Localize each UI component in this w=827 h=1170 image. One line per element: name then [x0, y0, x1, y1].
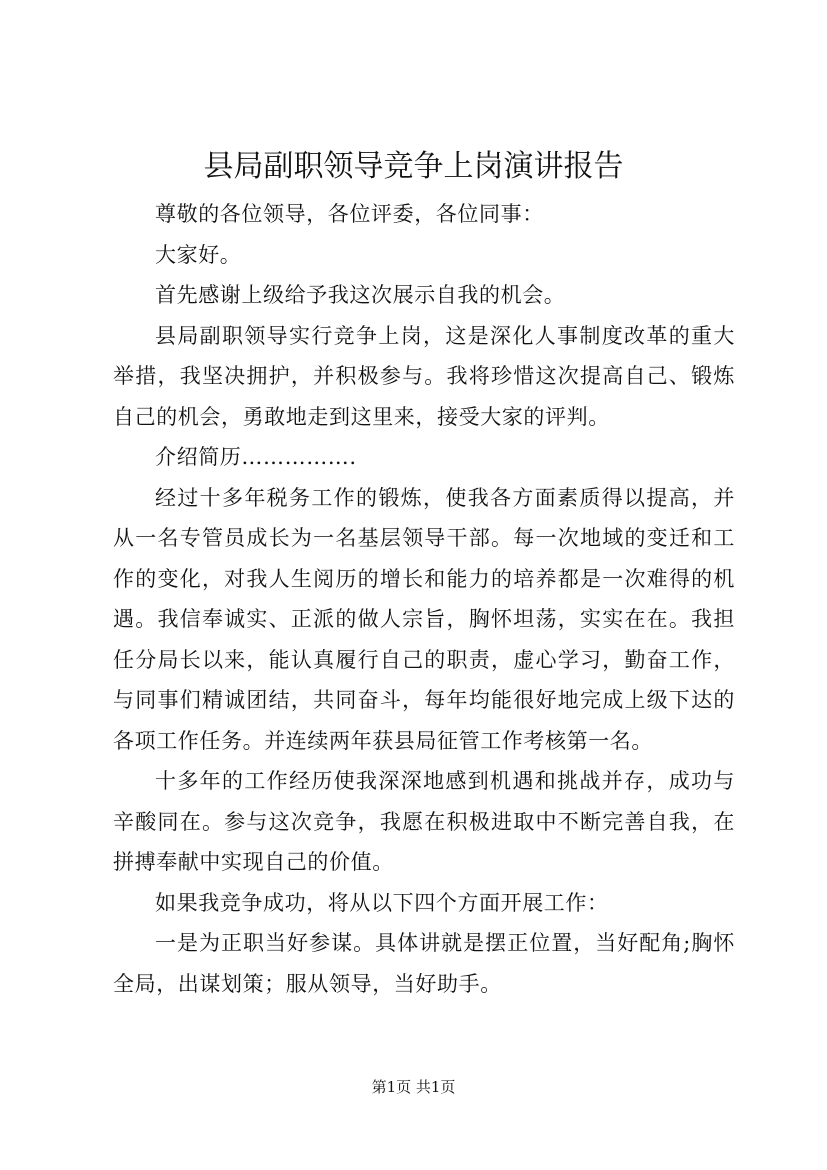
paragraph-experience: 经过十多年税务工作的锻炼，使我各方面素质得以提高，并从一名专管员成长为一名基层领导干部。每一次地域的变迁和工作的变化，对我人生阅历的增长和能力的培养都是一次难得的机遇。我信奉诚实、正派的做人宗旨，胸怀坦荡，实实在在。我担任分局长以来，能认真履行自己的职责，虚心学习，勤奋工作，与同事们精诚团结，共同奋斗，每年均能很好地完成上级下达的各项工作任务。并连续两年获县局征管工作考核第一名。	[113, 485, 735, 753]
paragraph-plan-intro: 如果我竞争成功，将从以下四个方面开展工作：	[155, 890, 609, 915]
page-number-label: 第1页 共1页	[371, 1078, 456, 1096]
paragraph-salutation: 尊敬的各位领导，各位评委，各位同事：	[155, 202, 544, 226]
page-footer	[0, 1076, 827, 1098]
document-title: 县局副职领导竞争上岗演讲报告	[203, 149, 624, 184]
paragraph-greeting: 大家好。	[155, 242, 242, 267]
paragraph-thanks: 首先感谢上级给予我这次展示自我的机会。	[155, 283, 566, 307]
paragraph-resume: 介绍简历…………….	[155, 445, 357, 469]
document-body	[113, 194, 735, 1004]
paragraph-plan-one: 一是为正职当好参谋。具体讲就是摆正位置，当好配角;胸怀全局，出谋划策；服从领导，当好助手。	[113, 931, 735, 996]
paragraph-intro: 县局副职领导实行竞争上岗，这是深化人事制度改革的重大举措，我坚决拥护，并积极参与。我将珍惜这次提高自己、锻炼自己的机会，勇敢地走到这里来，接受大家的评判。	[113, 323, 735, 429]
paragraph-reflection: 十多年的工作经历使我深深地感到机遇和挑战并存，成功与辛酸同在。参与这次竞争，我愿在积极进取中不断完善自我，在拼搏奉献中实现自己的价值。	[113, 769, 735, 874]
